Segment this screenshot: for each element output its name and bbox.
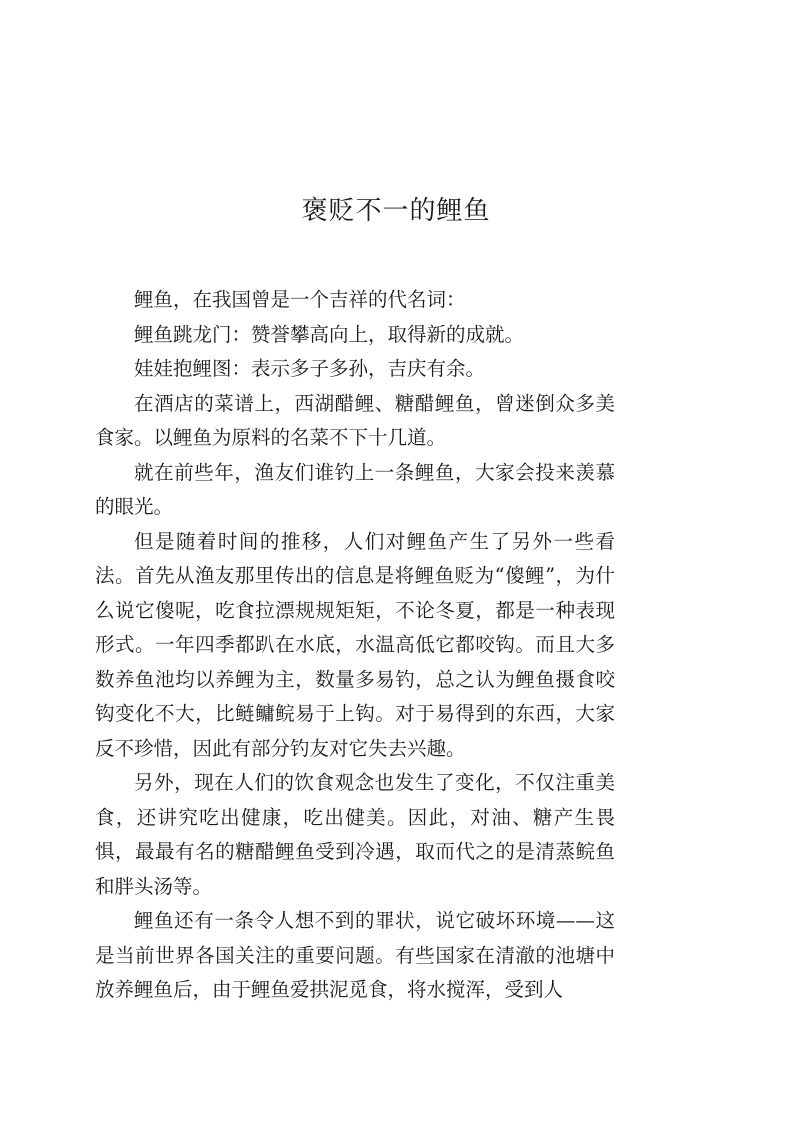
- paragraph: 在酒店的菜谱上，西湖醋鲤、糖醋鲤鱼，曾迷倒众多美食家。以鲤鱼为原料的名菜不下十几道。: [95, 391, 615, 449]
- article-body: [95, 283, 615, 1008]
- paragraph: 就在前些年，渔友们谁钓上一条鲤鱼，大家会投来羡慕的眼光。: [95, 460, 615, 518]
- paragraph: 鲤鱼，在我国曾是一个吉祥的代名词：: [134, 288, 466, 311]
- paragraph: 鲤鱼跳龙门：赞誉攀高向上，取得新的成就。: [134, 322, 525, 346]
- paragraph: 鲤鱼还有一条令人想不到的罪状，说它破坏环境——这是当前世界各国关注的重要问题。有些国家在清澈的池塘中放养鲤鱼后，由于鲤鱼爱拱泥觅食，将水搅浑，受到人: [95, 909, 615, 1001]
- paragraph: 但是随着时间的推移，人们对鲤鱼产生了另外一些看法。首先从渔友那里传出的信息是将鲤鱼贬为“傻鲤”，为什么说它傻呢，吃食拉漂规规矩矩，不论冬夏，都是一种表现形式。一年四季都趴在水底，水温高低它都咬钩。而且大多数养鱼池均以养鲤为主，数量多易钓，总之认为鲤鱼摄食咬钩变化不大，比鲢鳙鲩易于上钩。对于易得到的东西，大家反不珍惜，因此有部分钓友对它失去兴趣。: [95, 529, 615, 760]
- paragraph: 娃娃抱鲤图：表示多子多孙，吉庆有余。: [134, 357, 486, 380]
- paragraph: 另外，现在人们的饮食观念也发生了变化，不仅注重美食，还讲究吃出健康，吃出健美。因此，对油、糖产生畏惧，最最有名的糖醋鲤鱼受到冷遇，取而代之的是清蒸鲩鱼和胖头汤等。: [95, 771, 615, 898]
- page-title: 褒贬不一的鲤鱼: [301, 196, 491, 226]
